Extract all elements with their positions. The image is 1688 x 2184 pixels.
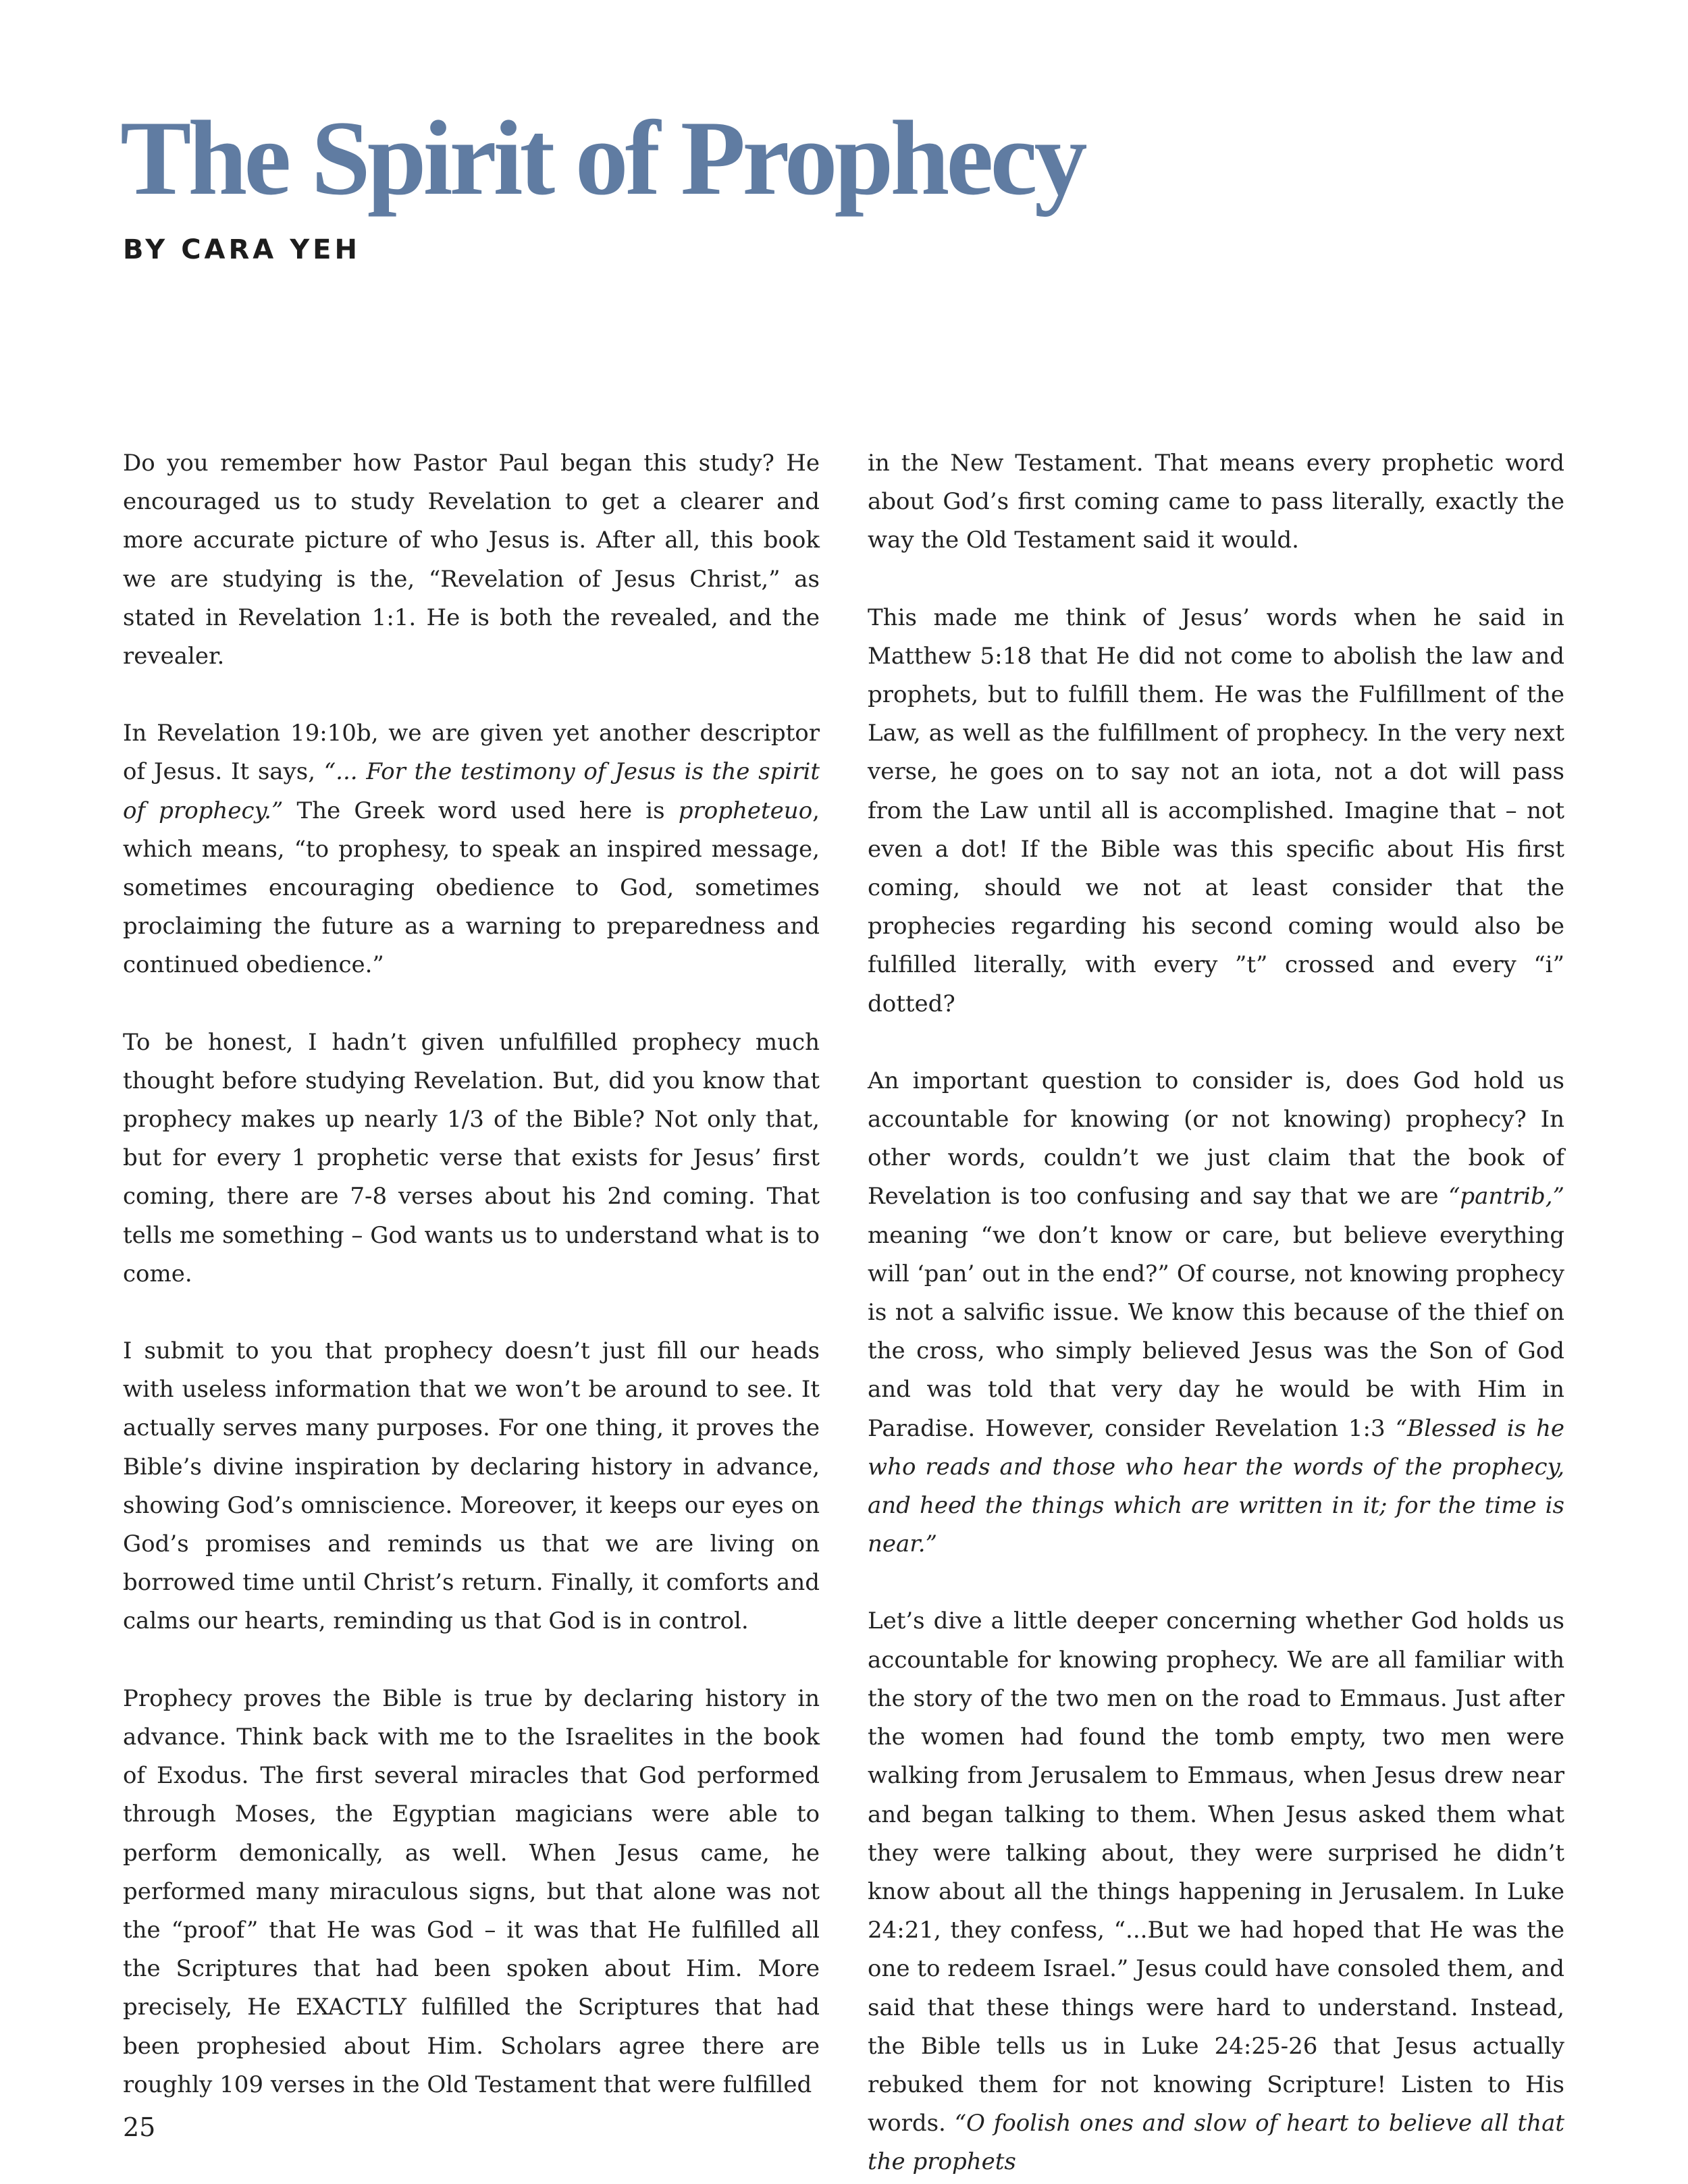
- paragraph-text: meaning “we don’t know or care, but believe everything will ‘pan’ out in the end?” Of course, not knowing prophecy is not a salvific issue. We know this because of the thief on the cross, who simply believed Jesus was the Son of God and was told that very day he would be with Him in Paradise. However, consider Revelation 1:3: [868, 1221, 1564, 1442]
- paragraph-text: , which means, “to prophesy, to speak an inspired message, sometimes encouraging obedience to God, sometimes proclaiming the future as a warning to preparedness and continued obedience.”: [123, 797, 820, 979]
- left-column: [123, 444, 820, 2104]
- paragraph-text: Let’s dive a little deeper concerning whether God holds us accountable for knowing prophecy. We are all familiar with the story of the two men on the road to Emmaus. Just after the women had found the tomb empty, two men were walking from Jerusalem to Emmaus, when Jesus drew near and began talking to them. When Jesus asked them what they were talking about, they were surprised he didn’t know about all the things happening in Jerusalem. In Luke 24:21, they confess, “...But we had hoped that He was the one to redeem Israel.” Jesus could have consoled them, and said that these things were hard to understand. Instead, the Bible tells us in Luke 24:25-26 that Jesus actually rebuked them for not knowing Scripture! Listen to His words.: [868, 1607, 1564, 2137]
- paragraph: To be honest, I hadn’t given unfulfilled prophecy much thought before studying Revelation. But, did you know that prophecy makes up nearly 1/3 of the Bible? Not only that, but for every 1 prophetic verse that exists for Jesus’ first coming, there are 7-8 verses about his 2nd coming. That tells me something – God wants us to understand what is to come.: [123, 1028, 820, 1287]
- paragraph-text: In Revelation 19:10b, we are given yet another descriptor of Jesus. It says,: [123, 720, 820, 786]
- paragraph: Do you remember how Pastor Paul began this study? He encouraged us to study Revelation to get a clearer and more accurate picture of who Jesus is. After all, this book we are studying is the, “Revelation of Jesus Christ,” as stated in Revelation 1:1. He is both the revealed, and the revealer.: [123, 450, 820, 670]
- paragraph: [123, 714, 820, 984]
- paragraph: This made me think of Jesus’ words when he said in Matthew 5:18 that He did not come to abolish the law and prophets, but to fulfill them. He was the Fulfillment of the Law, as well as the fulfillment of prophecy. In the very next verse, he goes on to say not an iota, not a dot will pass from the Law until all is accomplished. Imagine that – not even a dot! If the Bible was this specific about His first coming, should we not at least consider that the prophecies regarding his second coming would also be fulfilled literally, with every ”t” crossed and every “i” dotted?: [868, 604, 1564, 1017]
- right-column: [868, 444, 1564, 2182]
- paragraph: Prophecy proves the Bible is true by declaring history in advance. Think back with me to the Israelites in the book of Exodus. The first several miracles that God performed through Moses, the Egyptian magicians were able to perform demonically, as well. When Jesus came, he performed many miraculous signs, but that alone was not the “proof” that He was God – it was that He fulfilled all the Scriptures that had been spoken about Him. More precisely, He EXACTLY fulfilled the Scriptures that had been prophesied about Him. Scholars agree there are roughly 109 verses in the Old Testament that were fulfilled: [123, 1684, 820, 2098]
- scripture-quote: “Blessed is he who reads and those who hear the words of the prophecy, and heed the things which are written in it; for the time is near.”: [868, 1414, 1564, 1558]
- scripture-quote: “O foolish ones and slow of heart to believe all that the prophets: [868, 2110, 1564, 2176]
- paragraph-text: An important question to consider is, does God hold us accountable for knowing (or not knowing) prophecy? In other words, couldn’t we just claim that the book of Revelation is too confusing and say that we are: [868, 1067, 1564, 1210]
- greek-word: propheteuo: [678, 797, 813, 824]
- paragraph: I submit to you that prophecy doesn’t just fill our heads with useless information that we won’t be around to see. It actually serves many purposes. For one thing, it proves the Bible’s divine inspiration by declaring history in advance, showing God’s omniscience. Moreover, it keeps our eyes on God’s promises and reminds us that we are living on borrowed time until Christ’s return. Finally, it comforts and calms our hearts, reminding us that God is in control.: [123, 1337, 820, 1635]
- paragraph: [868, 1602, 1564, 2181]
- author-byline: BY CARA YEH: [123, 234, 361, 265]
- paragraph: [868, 1062, 1564, 1564]
- article-title: The Spirit of Prophecy: [120, 99, 1084, 217]
- paragraph: in the New Testament. That means every prophetic word about God’s first coming came to pass literally, exactly the way the Old Testament said it would.: [868, 450, 1564, 554]
- page-number: 25: [123, 2112, 156, 2142]
- paragraph-text: The Greek word used here is: [283, 797, 679, 824]
- scripture-quote: “... For the testimony of Jesus is the spirit of prophecy.”: [123, 758, 820, 824]
- slang-word: “pantrib,”: [1448, 1183, 1564, 1210]
